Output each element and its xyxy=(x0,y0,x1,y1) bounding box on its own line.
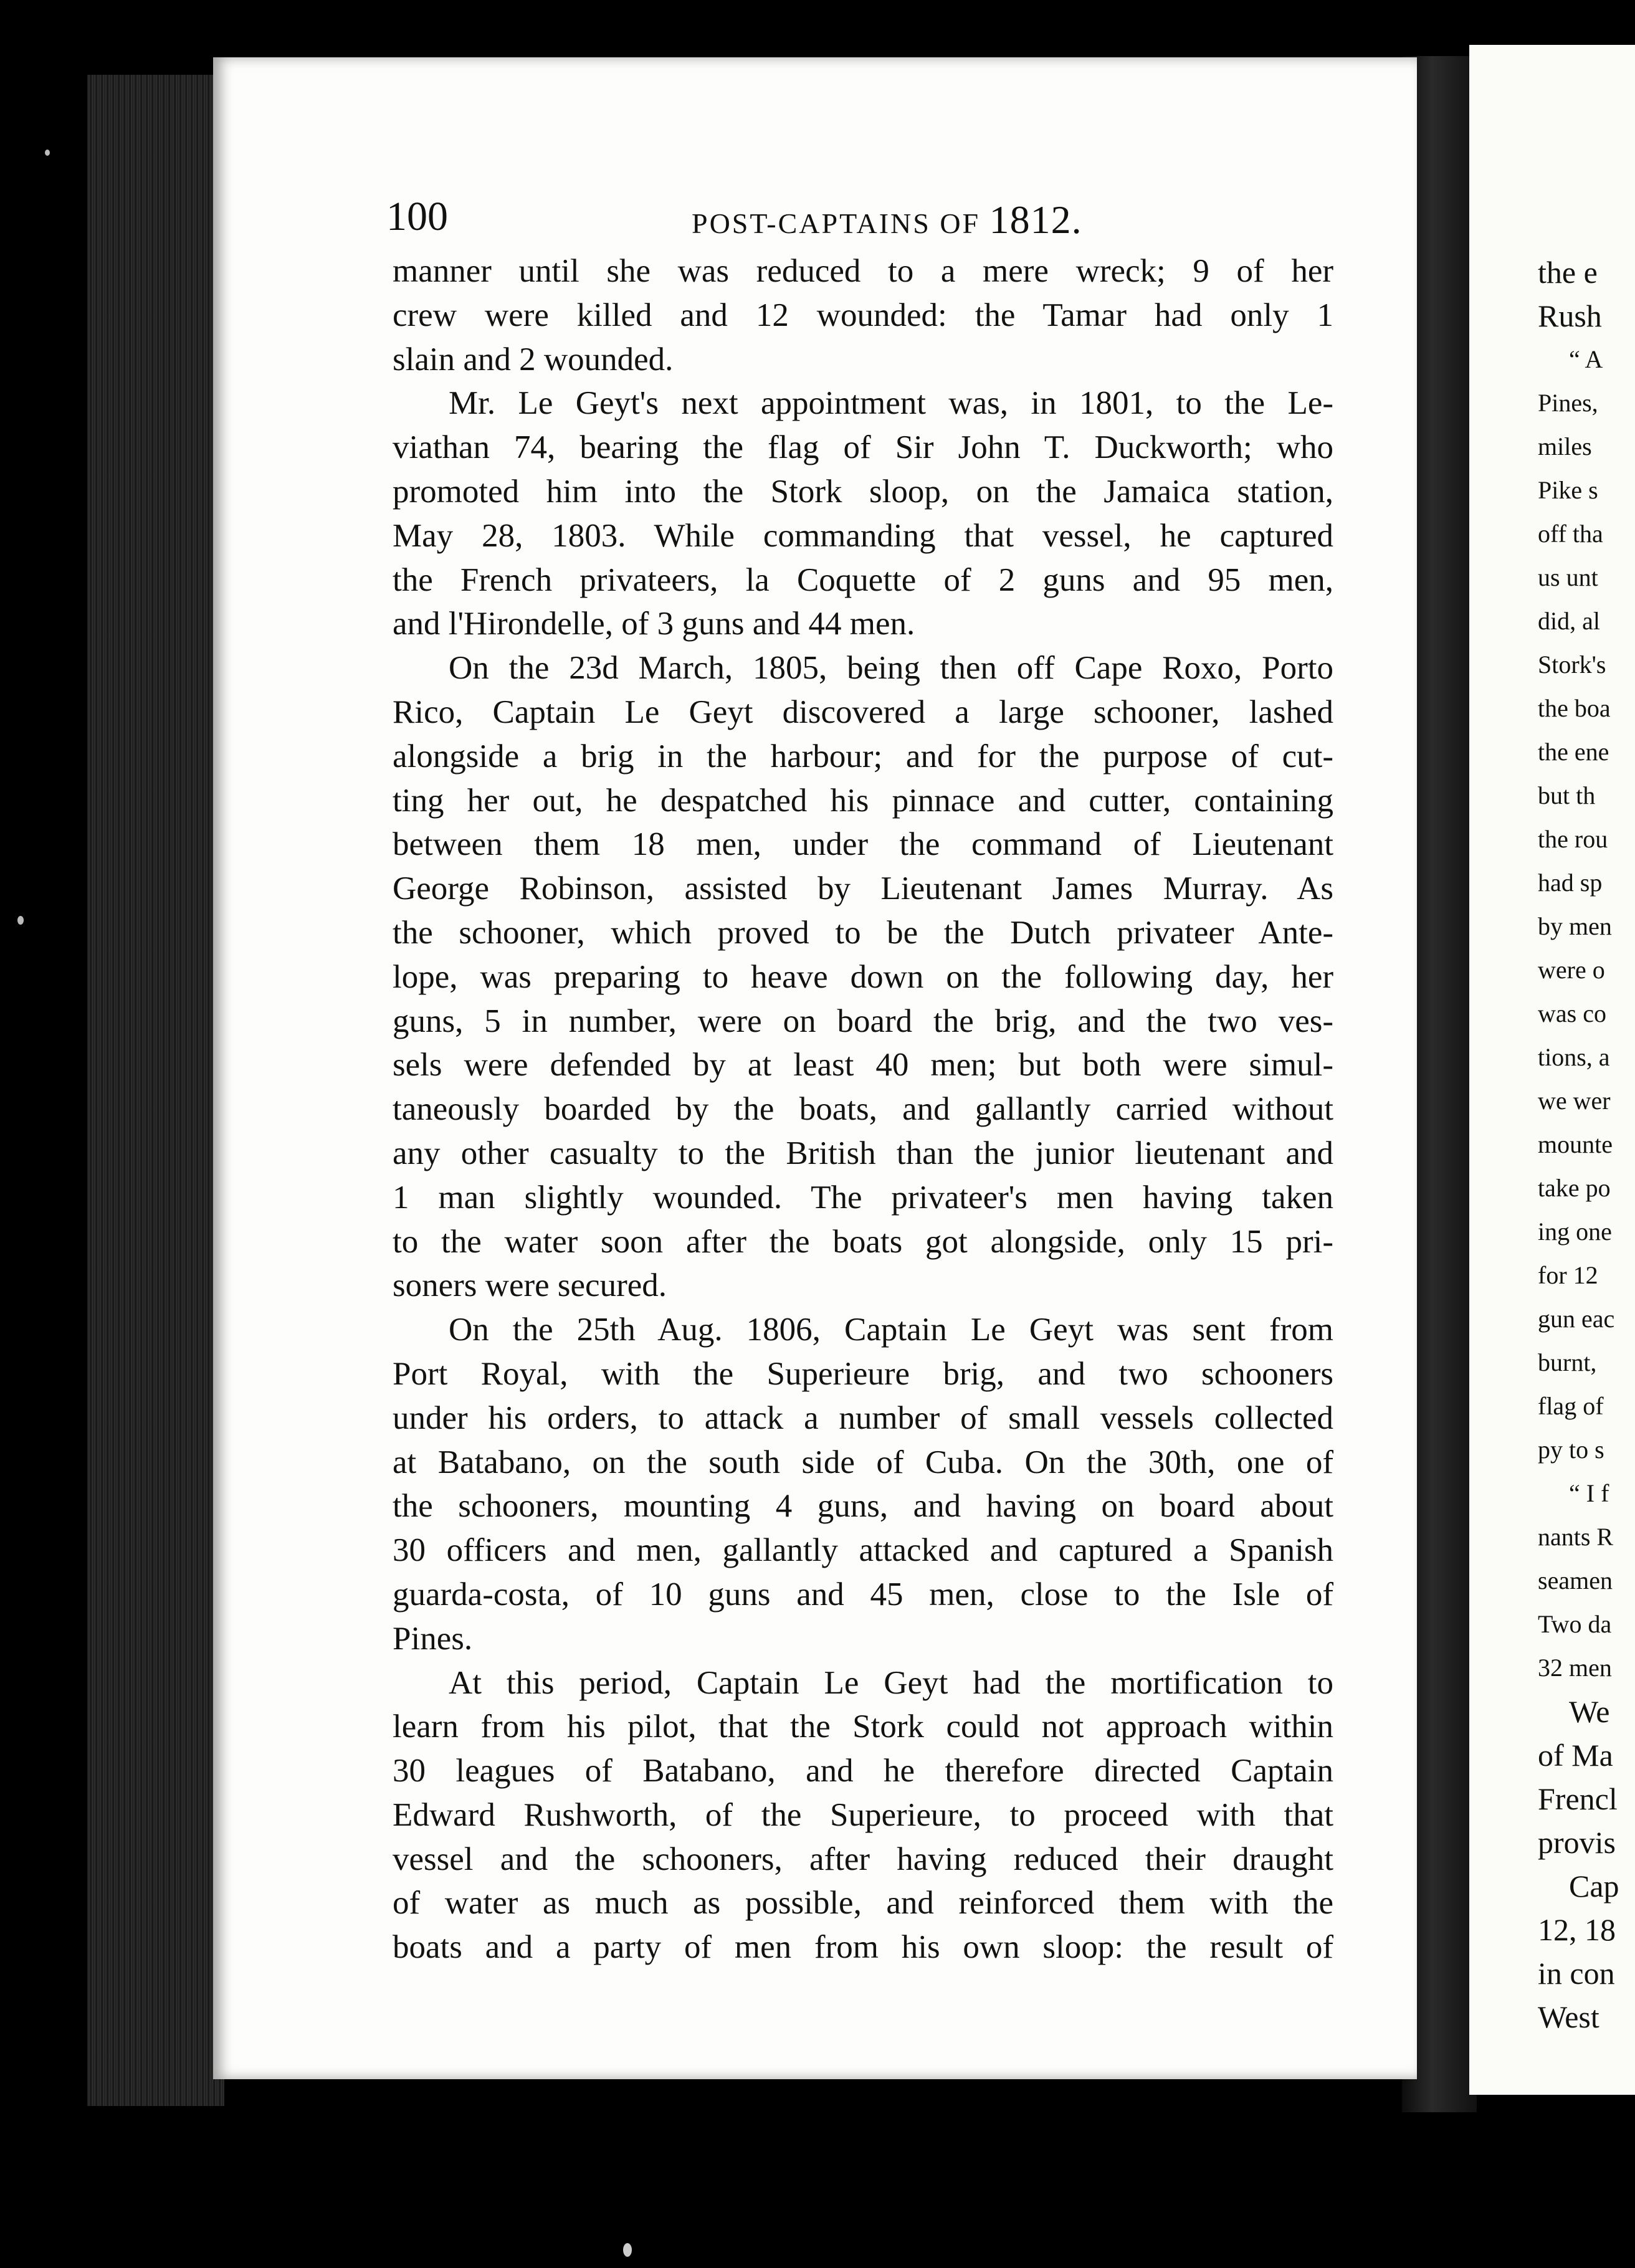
facing-text-line: mounte xyxy=(1538,1130,1613,1158)
text-line: between them 18 men, under the command of Lieutenant xyxy=(393,826,1333,863)
text-line: any other casualty to the British than the junior lieutenant and xyxy=(393,1135,1333,1171)
scan-speck xyxy=(17,916,24,925)
text-line: Port Royal, with the Superieure brig, and two schooners xyxy=(393,1355,1333,1392)
text-line: at Batabano, on the south side of Cuba. On the 30th, one of xyxy=(393,1444,1333,1480)
text-line: 30 officers and men, gallantly attacked and captured a Spanish xyxy=(393,1532,1333,1569)
facing-text-line: the boa xyxy=(1538,694,1611,722)
facing-text-line: the e xyxy=(1538,255,1598,290)
text-line: guarda-costa, of 10 guns and 45 men, close to the Isle of xyxy=(393,1576,1333,1613)
text-line: to the water soon after the boats got alongside, only 15 pri- xyxy=(393,1223,1333,1260)
text-line: and l'Hirondelle, of 3 guns and 44 men. xyxy=(393,606,915,642)
facing-text-line: provis xyxy=(1538,1825,1616,1860)
facing-text-line: by men xyxy=(1538,912,1612,940)
facing-text-line: take po xyxy=(1538,1174,1611,1202)
text-line: soners were secured. xyxy=(393,1267,667,1304)
text-line: the French privateers, la Coquette of 2 guns and 95 men, xyxy=(393,561,1333,598)
facing-text-line: Pike s xyxy=(1538,476,1598,504)
running-title-text: POST-CAPTAINS OF xyxy=(692,207,981,239)
facing-text-line: West xyxy=(1538,1999,1599,2034)
text-line: Mr. Le Geyt's next appointment was, in 1801, to the Le- xyxy=(449,385,1333,422)
text-line: On the 25th Aug. 1806, Captain Le Geyt was sent from xyxy=(449,1312,1333,1348)
text-line: ting her out, he despatched his pinnace and cutter, containing xyxy=(393,782,1333,819)
facing-text-line: us unt xyxy=(1538,563,1598,591)
facing-text-line: was co xyxy=(1538,999,1606,1027)
facing-text-line: 12, 18 xyxy=(1538,1912,1616,1947)
facing-text-line: in con xyxy=(1538,1956,1615,1991)
facing-text-line: Cap xyxy=(1569,1869,1619,1904)
facing-text-line: Frencl xyxy=(1538,1781,1618,1816)
facing-page-text xyxy=(1538,250,1635,2039)
facing-page-fragment xyxy=(1469,45,1635,2095)
facing-text-line: ing one xyxy=(1538,1217,1612,1246)
facing-text-line: but th xyxy=(1538,781,1596,809)
text-line: learn from his pilot, that the Stork could not approach within xyxy=(393,1708,1333,1745)
facing-text-line: we wer xyxy=(1538,1087,1611,1115)
text-line: manner until she was reduced to a mere wreck; 9 of her xyxy=(393,253,1333,289)
text-line: viathan 74, bearing the flag of Sir John T. Duckworth; who xyxy=(393,429,1333,466)
text-line: At this period, Captain Le Geyt had the mortification to xyxy=(449,1664,1333,1701)
facing-text-line: off tha xyxy=(1538,520,1603,548)
text-line: slain and 2 wounded. xyxy=(393,341,674,378)
facing-text-line: Two da xyxy=(1538,1610,1612,1638)
facing-text-line: “ I f xyxy=(1569,1479,1609,1507)
text-line: May 28, 1803. While commanding that vessel, he captured xyxy=(393,517,1333,554)
text-line: guns, 5 in number, were on board the brig, and the two ves- xyxy=(393,1003,1333,1039)
book-page-edges-left xyxy=(87,75,224,2106)
text-line: Rico, Captain Le Geyt discovered a large schooner, lashed xyxy=(393,693,1333,730)
text-line: taneously boarded by the boats, and gallantly carried without xyxy=(393,1091,1333,1128)
facing-text-line: flag of xyxy=(1538,1392,1604,1420)
text-line: under his orders, to attack a number of small vessels collected xyxy=(393,1399,1333,1436)
running-title xyxy=(692,197,1082,243)
scan-speck xyxy=(623,2243,632,2257)
facing-text-line: did, al xyxy=(1538,607,1600,635)
facing-text-line: were o xyxy=(1538,956,1605,984)
text-line: the schooner, which proved to be the Dutch privateer Ante- xyxy=(393,914,1333,951)
running-title-year: 1812. xyxy=(989,198,1082,242)
text-line: vessel and the schooners, after having reduced their draught xyxy=(393,1841,1333,1877)
facing-text-line: Pines, xyxy=(1538,389,1598,417)
facing-text-line: We xyxy=(1569,1694,1610,1729)
body-text xyxy=(393,249,1333,1970)
facing-text-line: gun eac xyxy=(1538,1305,1615,1333)
text-line: On the 23d March, 1805, being then off Cape Roxo, Porto xyxy=(449,650,1333,687)
text-line: promoted him into the Stork sloop, on the Jamaica station, xyxy=(393,473,1333,510)
text-line: alongside a brig in the harbour; and for the purpose of cut- xyxy=(393,738,1333,774)
facing-text-line: Rush xyxy=(1538,298,1602,333)
facing-text-line: Stork's xyxy=(1538,650,1606,679)
text-line: 30 leagues of Batabano, and he therefore directed Captain xyxy=(393,1753,1333,1789)
facing-text-line: had sp xyxy=(1538,869,1603,897)
running-head xyxy=(386,193,1358,249)
facing-text-line: miles xyxy=(1538,432,1592,460)
scan-speck xyxy=(45,150,50,156)
text-line: of water as much as possible, and reinforced them with the xyxy=(393,1885,1333,1922)
text-line: crew were killed and 12 wounded: the Tamar had only 1 xyxy=(393,297,1333,333)
facing-text-line: the ene xyxy=(1538,738,1609,766)
text-line: boats and a party of men from his own sloop: the result of xyxy=(393,1929,1333,1966)
page-number: 100 xyxy=(386,194,448,239)
facing-text-line: the rou xyxy=(1538,825,1608,853)
text-line: the schooners, mounting 4 guns, and having on board about xyxy=(393,1488,1333,1525)
text-line: sels were defended by at least 40 men; but both were simul- xyxy=(393,1047,1333,1084)
text-line: George Robinson, assisted by Lieutenant James Murray. As xyxy=(393,870,1333,907)
facing-text-line: nants R xyxy=(1538,1523,1614,1551)
facing-text-line: “ A xyxy=(1569,345,1603,373)
facing-text-line: seamen xyxy=(1538,1566,1613,1594)
facing-text-line: of Ma xyxy=(1538,1738,1613,1773)
text-line: Edward Rushworth, of the Superieure, to proceed with that xyxy=(393,1796,1333,1833)
facing-text-line: py to s xyxy=(1538,1436,1604,1464)
facing-text-line: 32 men xyxy=(1538,1654,1612,1682)
facing-text-line: for 12 xyxy=(1538,1261,1598,1289)
text-line: 1 man slightly wounded. The privateer's men having taken xyxy=(393,1179,1333,1216)
text-line: Pines. xyxy=(393,1620,473,1657)
facing-text-line: burnt, xyxy=(1538,1348,1597,1376)
facing-text-line: tions, a xyxy=(1538,1043,1610,1071)
text-line: lope, was preparing to heave down on the following day, her xyxy=(393,958,1333,995)
